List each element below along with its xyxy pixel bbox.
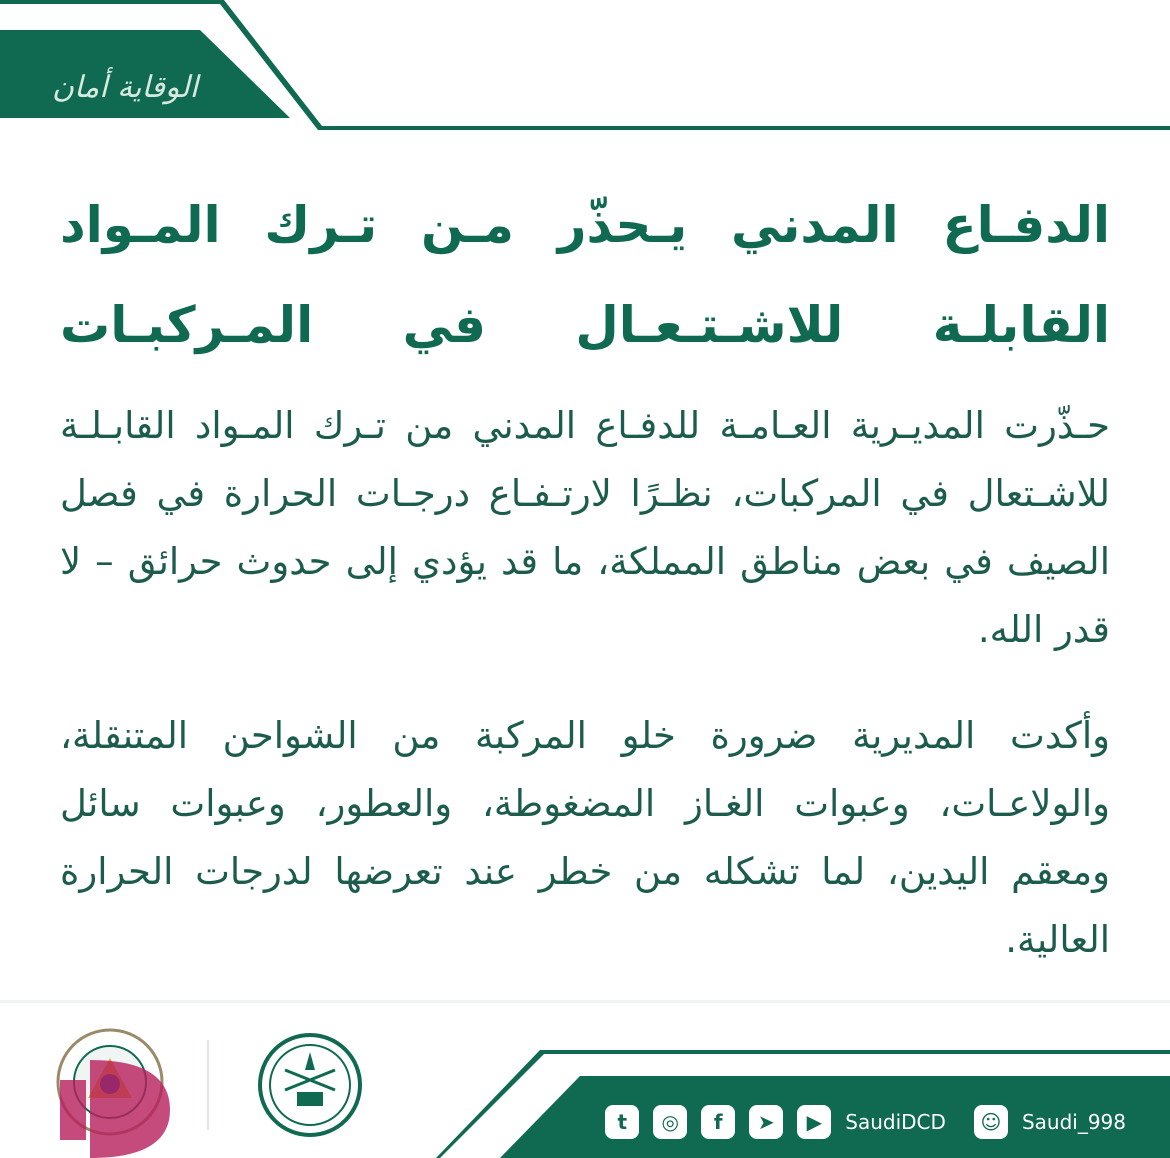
paragraph-1: حـذّرت المديـرية العـامـة للدفـاع المدني من تـرك المـواد القابـلـة للاشـتعال في المركبات، نظـرًا لارتـفـاع درجـات الحرارة في فصل الصيف في بعض مناطق المملكة، ما قد يؤدي إلى حدوث حرائق – لا قدر الله. (60, 404, 1110, 651)
headline-line-2: القابلـة للاشـتـعـال في المـركبـات (60, 296, 1110, 354)
social-links (605, 1100, 1140, 1144)
instagram-icon[interactable]: ◎ (653, 1105, 687, 1139)
paragraph-2: وأكدت المديرية ضرورة خلو المركبة من الشواحن المتنقلة، والولاعـات، وعبوات الغـاز المضغوطة، والعطور، وعبوات سائل ومعقم اليدين، لما تشكله من خطر عند تعرضها لدرجات الحرارة العالية. (60, 714, 1110, 961)
watermark-logo-icon (0, 1040, 180, 1158)
headline-line-1: الدفـاع المدني يـحذّر مـن تـرك المـواد (60, 196, 1110, 254)
slogan-logo: الوقاية أمان (51, 70, 198, 105)
logo-divider (207, 1040, 209, 1130)
telegram-icon[interactable]: ➤ (749, 1105, 783, 1139)
social-handle[interactable]: SaudiDCD (845, 1110, 946, 1134)
footer-divider (0, 1000, 1170, 1003)
snap-handle[interactable]: Saudi_998 (1021, 1110, 1126, 1134)
ministry-emblem-icon (255, 1030, 365, 1140)
headline (60, 175, 1110, 375)
snapchat-icon[interactable]: ☺ (974, 1105, 1008, 1139)
twitter-icon[interactable]: t (605, 1105, 639, 1139)
youtube-icon[interactable]: ▶ (797, 1105, 831, 1139)
facebook-icon[interactable]: f (701, 1105, 735, 1139)
